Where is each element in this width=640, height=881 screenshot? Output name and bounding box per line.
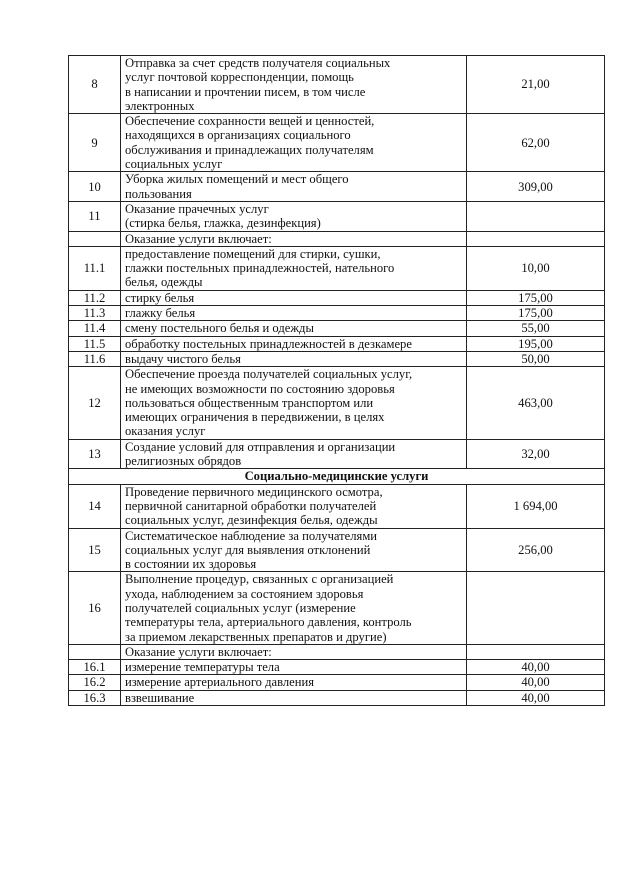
item-number: 12 [69, 367, 121, 439]
item-number: 11.3 [69, 306, 121, 321]
description-line: получателей социальных услуг (измерение [125, 600, 356, 615]
description-line: Оказание прачечных услуг [125, 201, 269, 216]
service-price: 463,00 [467, 367, 605, 439]
description-line: белья, одежды [125, 275, 203, 290]
service-description [121, 528, 467, 572]
description-line: предоставление помещений для стирки, сушки, [125, 246, 381, 261]
table-row [69, 172, 605, 202]
table-row [69, 290, 605, 305]
section-title: Социально-медицинские услуги [69, 469, 605, 484]
description-line: обработку постельных принадлежностей в дезкамере [125, 336, 412, 351]
service-description [121, 439, 467, 469]
service-description [121, 321, 467, 336]
table-row [69, 321, 605, 336]
table-row [69, 484, 605, 528]
service-price [467, 572, 605, 644]
description-line: социальных услуг для выявления отклонений [125, 542, 371, 557]
description-line: Выполнение процедур, связанных с организацией [125, 572, 394, 587]
description-line: измерение артериального давления [125, 675, 315, 690]
description-line: в написании и прочтении писем, в том числе [125, 84, 366, 99]
description-line: не имеющих возможности по состоянию здоровья [125, 381, 395, 396]
service-description [121, 675, 467, 690]
service-description [121, 56, 467, 114]
table-row [69, 114, 605, 172]
service-price: 256,00 [467, 528, 605, 572]
service-price [467, 231, 605, 246]
services-table-body [69, 56, 605, 706]
description-line: первичной санитарной обработки получателей [125, 498, 377, 513]
service-price: 40,00 [467, 675, 605, 690]
service-price: 50,00 [467, 351, 605, 366]
item-number: 11.4 [69, 321, 121, 336]
item-number: 11 [69, 201, 121, 231]
service-price: 175,00 [467, 290, 605, 305]
table-row [69, 690, 605, 705]
service-price: 40,00 [467, 660, 605, 675]
description-line: Систематическое наблюдение за получателями [125, 528, 378, 543]
item-number [69, 231, 121, 246]
service-description [121, 172, 467, 202]
table-row [69, 231, 605, 246]
table-row [69, 528, 605, 572]
service-description [121, 336, 467, 351]
table-row [69, 306, 605, 321]
description-line: глажку белья [125, 306, 196, 321]
service-description [121, 231, 467, 246]
description-line: Создание условий для отправления и организации [125, 439, 396, 454]
item-number: 14 [69, 484, 121, 528]
description-line: глажки постельных принадлежностей, нательного [125, 261, 395, 276]
description-line: Оказание услуги включает: [125, 231, 272, 246]
table-row [69, 246, 605, 290]
service-price: 195,00 [467, 336, 605, 351]
description-line: ухода, наблюдением за состоянием здоровья [125, 586, 364, 601]
description-line: за приемом лекарственных препаратов и другие) [125, 629, 387, 644]
description-line: обслуживания и принадлежащих получателям [125, 142, 374, 157]
service-description [121, 660, 467, 675]
section-header-row [69, 469, 605, 484]
service-price: 1 694,00 [467, 484, 605, 528]
description-line: электронных [125, 98, 195, 113]
service-price: 32,00 [467, 439, 605, 469]
service-description [121, 644, 467, 659]
service-description [121, 306, 467, 321]
service-price: 309,00 [467, 172, 605, 202]
item-number: 11.5 [69, 336, 121, 351]
description-line: выдачу чистого белья [125, 351, 241, 366]
item-number: 13 [69, 439, 121, 469]
service-description [121, 572, 467, 644]
description-line: имеющих ограничения в передвижении, в целях [125, 410, 385, 425]
description-line: Оказание услуги включает: [125, 644, 272, 659]
table-row [69, 644, 605, 659]
service-price: 10,00 [467, 246, 605, 290]
description-line: услуг почтовой корреспонденции, помощь [125, 70, 354, 85]
service-price [467, 201, 605, 231]
description-line: (стирка белья, глажка, дезинфекция) [125, 216, 321, 231]
item-number [69, 644, 121, 659]
item-number: 16 [69, 572, 121, 644]
services-price-table [68, 55, 605, 706]
service-price: 55,00 [467, 321, 605, 336]
table-row [69, 336, 605, 351]
item-number: 16.1 [69, 660, 121, 675]
item-number: 16.3 [69, 690, 121, 705]
item-number: 8 [69, 56, 121, 114]
service-description [121, 484, 467, 528]
table-row [69, 660, 605, 675]
service-description [121, 201, 467, 231]
description-line: находящихся в организациях социального [125, 128, 351, 143]
service-price: 175,00 [467, 306, 605, 321]
description-line: стирку белья [125, 290, 195, 305]
table-row [69, 201, 605, 231]
description-line: пользоваться общественным транспортом или [125, 395, 374, 410]
service-description [121, 246, 467, 290]
service-description [121, 290, 467, 305]
description-line: пользования [125, 186, 192, 201]
description-line: Обеспечение сохранности вещей и ценностей, [125, 114, 375, 129]
service-price: 40,00 [467, 690, 605, 705]
description-line: социальных услуг [125, 157, 223, 172]
table-row [69, 675, 605, 690]
description-line: в состоянии их здоровья [125, 557, 257, 572]
item-number: 11.1 [69, 246, 121, 290]
service-price [467, 644, 605, 659]
service-description [121, 690, 467, 705]
description-line: измерение температуры тела [125, 660, 280, 675]
table-row [69, 439, 605, 469]
item-number: 15 [69, 528, 121, 572]
table-row [69, 56, 605, 114]
service-description [121, 367, 467, 439]
service-price: 21,00 [467, 56, 605, 114]
service-description [121, 351, 467, 366]
item-number: 10 [69, 172, 121, 202]
table-row [69, 367, 605, 439]
description-line: социальных услуг, дезинфекция белья, одежды [125, 513, 378, 528]
description-line: температуры тела, артериального давления, контроль [125, 615, 412, 630]
description-line: взвешивание [125, 690, 195, 705]
item-number: 11.2 [69, 290, 121, 305]
service-price: 62,00 [467, 114, 605, 172]
description-line: Обеспечение проезда получателей социальных услуг, [125, 367, 413, 382]
service-description [121, 114, 467, 172]
item-number: 16.2 [69, 675, 121, 690]
item-number: 9 [69, 114, 121, 172]
description-line: смену постельного белья и одежды [125, 321, 314, 336]
description-line: оказания услуг [125, 424, 206, 439]
description-line: религиозных обрядов [125, 454, 242, 469]
description-line: Отправка за счет средств получателя социальных [125, 56, 391, 70]
table-row [69, 351, 605, 366]
table-row [69, 572, 605, 644]
item-number: 11.6 [69, 351, 121, 366]
description-line: Проведение первичного медицинского осмотра, [125, 484, 383, 499]
description-line: Уборка жилых помещений и мест общего [125, 172, 349, 187]
